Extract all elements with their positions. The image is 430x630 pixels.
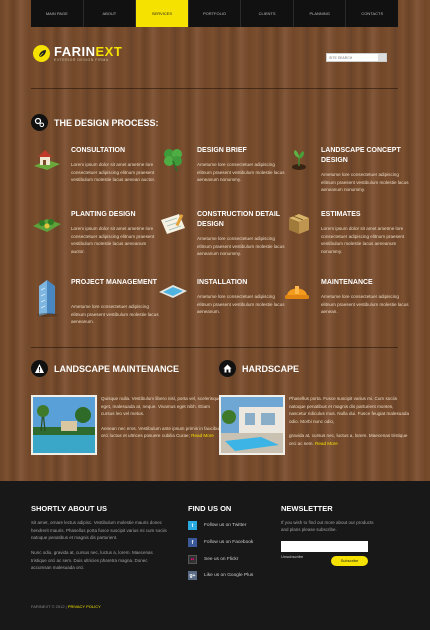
- brand-name: FARINEXT: [54, 44, 123, 59]
- newsletter-title: NEWSLETTER: [281, 504, 333, 513]
- findus-title: FIND US ON: [188, 504, 232, 513]
- hardscape-paragraph-2: gravida at, cursus nec, luctus a, lorem. Maecenas tristique orci ac sem.: [289, 433, 408, 446]
- newsletter-email-input[interactable]: [281, 541, 368, 552]
- landscape-paragraph-2: Aenean nec eros. Vestibulum ante ipsum primis in faucibus orci luctus et ultrices posuere cubilia Curae;: [101, 425, 222, 439]
- service-title: MAINTENANCE: [321, 279, 373, 286]
- read-more-link[interactable]: Read More: [191, 433, 214, 439]
- nav-item-portfolio[interactable]: PORTFOLIO: [189, 0, 242, 27]
- service-title: PROJECT MANAGEMENT: [71, 279, 157, 286]
- newsletter-text: If you wish to find out more about our products and plans please subscribe.: [281, 520, 374, 532]
- twitter-icon: t: [188, 521, 197, 530]
- blueprint-icon: [157, 210, 189, 236]
- copyright-text: FARINEXT © 2012: [31, 604, 65, 609]
- privacy-policy-link[interactable]: PRIVACY POLICY: [67, 604, 101, 609]
- service-text: Ametume lore consectetuer adipiscing elitnum praesent vestibulum molestie lacus aeneanum.: [71, 304, 159, 325]
- social-link-label: Like us on Google Plus: [204, 573, 254, 578]
- service-text: Lorem ipsum dolor sit amet ametme lore consectetuer adipiscing elitnum praesent vestibulum molestie lacus aeneanum auctor.: [71, 226, 155, 254]
- social-link-label: See us on Flickr: [204, 557, 239, 562]
- nav-item-main-page[interactable]: MAIN PAGE: [31, 0, 84, 27]
- divider: [31, 88, 398, 89]
- box-icon: [281, 210, 313, 236]
- shortly-paragraph-1: Sit amet, ornare lectus adipisc. Vestibulum molestie mauris donec hendrerit mauris. Phasellus porta fusce suscipit varius mi cum sociis natoque penatibus et magnis dis parturient.: [31, 520, 167, 540]
- social-link-label: Follow us on Facebook: [204, 540, 254, 545]
- service-text: Ametume lore consectetuer adipiscing elitnum praesent vestibulum molestie lacus aeneanum nonummy.: [197, 236, 285, 257]
- hardhat-icon: [281, 278, 313, 304]
- clover-icon: [157, 146, 189, 172]
- service-text: Ametume lore consectetuer adipiscing elitnum praesent vestibulum molestie lacus aenean.: [321, 294, 409, 315]
- landscape-text: [101, 395, 224, 440]
- service-title: CONSTRUCTION DETAIL DESIGN: [197, 211, 280, 228]
- subscribe-button[interactable]: Subscribe: [331, 556, 368, 566]
- service-title: PLANTING DESIGN: [71, 211, 136, 218]
- service-title: INSTALLATION: [197, 279, 248, 286]
- social-link-flickr[interactable]: [188, 555, 238, 564]
- hardscape-paragraph-1: Phasellus porta. Fusce suscipit varius mi. Cum sociis natoque penatibus et magnis dis parturient montes, nascetur ridiculus mus. Nulla dui. Fusce feugiat malesuada odio. Morbi nunc odio,: [289, 396, 410, 424]
- search-button[interactable]: [378, 54, 386, 61]
- pool-icon: [157, 278, 189, 304]
- home-icon: [219, 360, 236, 377]
- nav-item-planning[interactable]: PLANNING: [294, 0, 347, 27]
- hardscape-text: [289, 395, 412, 448]
- logo[interactable]: [33, 45, 122, 62]
- shortly-paragraph-2: Nunc odio, gravida at, cursus nec, luctus a, lorem. Maecenas tristique orci ac sem. Duis ultricies pharetra magna. Donec accumsan malesuada orci.: [31, 550, 153, 570]
- design-process-header: [31, 114, 159, 131]
- divider: [31, 347, 398, 348]
- social-link-twitter[interactable]: [188, 521, 246, 530]
- google-plus-icon: g+: [189, 572, 196, 579]
- read-more-link[interactable]: Read More: [315, 440, 338, 446]
- hardscape-title: HARDSCAPE: [242, 363, 300, 374]
- warning-icon: [31, 360, 48, 377]
- landscape-image[interactable]: [31, 395, 97, 455]
- social-link-label: Follow us on Twitter: [204, 523, 247, 528]
- service-text: Ametume lore consectetuer adipiscing elitnum praesent vestibulum molestie lacus aeneanum nonummy.: [197, 162, 285, 183]
- hardscape-image[interactable]: [219, 395, 285, 455]
- search-input[interactable]: SITE SEARCH: [326, 53, 387, 62]
- service-title: CONSULTATION: [71, 147, 126, 154]
- service-title: DESIGN BRIEF: [197, 147, 247, 154]
- shortly-title: SHORTLY ABOUT US: [31, 504, 107, 513]
- house-icon: [31, 146, 63, 172]
- nav-item-about[interactable]: ABOUT: [84, 0, 137, 27]
- nav-item-services[interactable]: SERVICES: [136, 0, 189, 27]
- service-title: LANDSCAPE CONCEPT DESIGN: [321, 147, 401, 164]
- social-link-facebook[interactable]: [188, 538, 253, 547]
- unsubscribe-link[interactable]: Unsubscribe: [281, 554, 304, 559]
- garden-icon: [31, 210, 63, 236]
- facebook-icon: f: [188, 538, 197, 547]
- landscape-paragraph-1: Quisque nulla. Vestibulum libero nisl, porta vel, scelerisque eget, malesuada at, neque. Vivamus eget nibh. Etiam cursus leo vel metus.: [101, 396, 221, 417]
- gear-icon: [31, 114, 48, 131]
- copyright: FARINEXT © 2012 | PRIVACY POLICY: [31, 604, 101, 609]
- service-text: Lorem ipsum dolor sit amet ametme lore consectetuer adipiscing elitnum praesent vestibulum molestie lacus aeneanum nonummy.: [321, 226, 405, 254]
- brand-tagline: EXTERIOR DESIGN FIRMA: [54, 58, 109, 62]
- service-title: ESTIMATES: [321, 211, 361, 218]
- hardscape-header: [219, 360, 299, 377]
- landscape-header: [31, 360, 179, 377]
- landscape-title: LANDSCAPE MAINTENANCE: [54, 363, 180, 374]
- service-text: Ametume lore consectetuer adipiscing elitnum praesent vestibulum molestie lacus aeneanum.: [197, 294, 285, 315]
- flickr-icon: ••: [188, 555, 197, 564]
- building-icon: [31, 278, 63, 318]
- main-nav: [31, 0, 398, 27]
- social-link-google-plus[interactable]: [188, 571, 253, 580]
- nav-item-clients[interactable]: CLIENTS: [241, 0, 294, 27]
- nav-item-contacts[interactable]: CONTACTS: [361, 11, 384, 16]
- plant-icon: [281, 146, 313, 172]
- service-text: Lorem ipsum dolor sit amet ametme lore consectetuer adipiscing elitnum praesent vestibulum molestie lacus aenean auctor.: [71, 162, 156, 183]
- design-process-title: THE DESIGN PROCESS:: [54, 117, 159, 128]
- service-text: Ametume lore consectetuer adipiscing elitnum praesent vestibulum molestie lacus aeneanum nonummy.: [321, 172, 409, 193]
- leaf-icon: [33, 45, 50, 62]
